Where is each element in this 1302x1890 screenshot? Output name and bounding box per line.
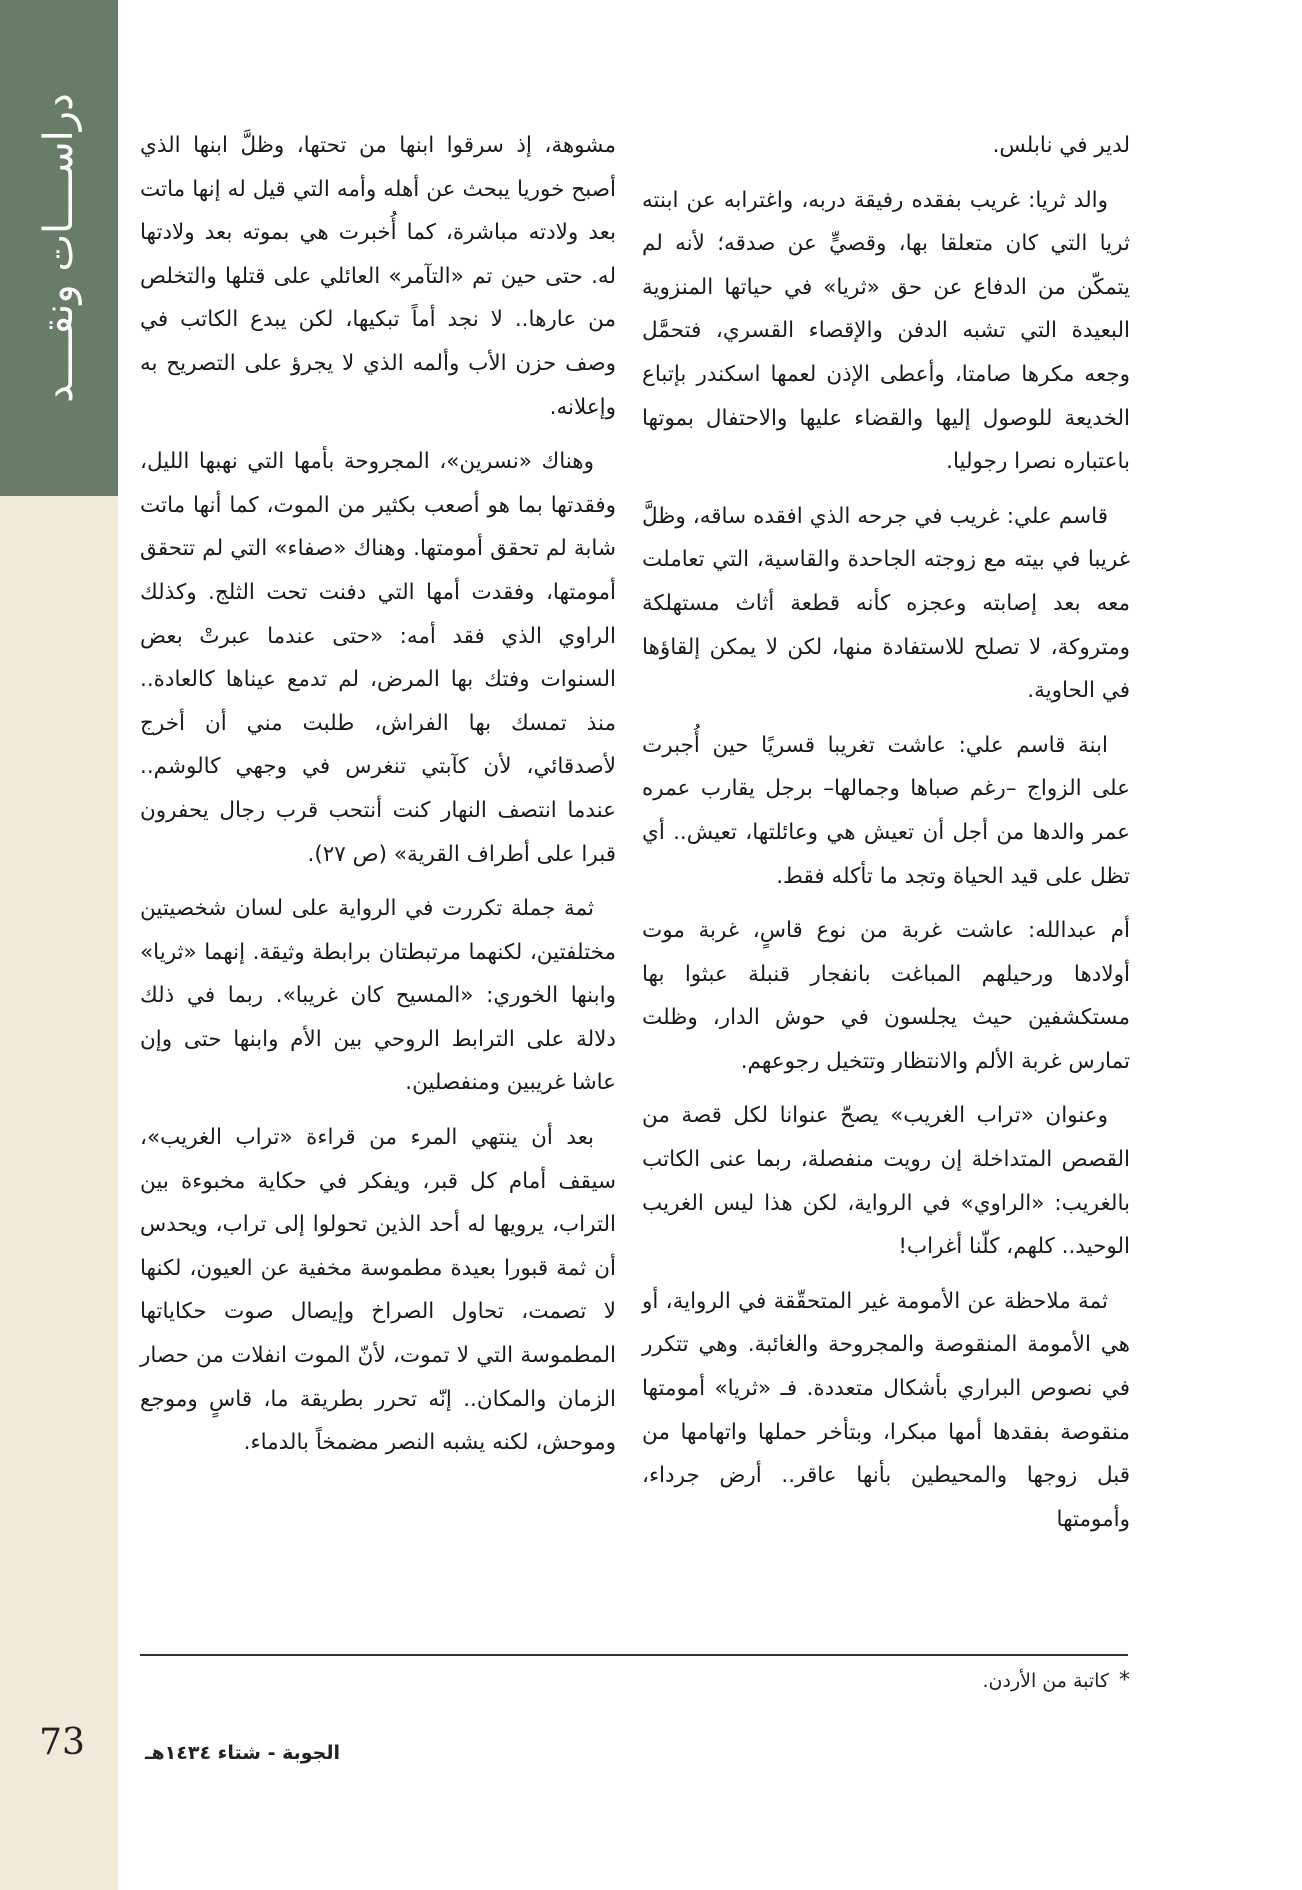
paragraph: أم عبدالله: عاشت غربة من نوع قاسٍ، غربة موت أولادها ورحيلهم المباغت بانفجار قنبلة عبثوا بها مستكشفين حيث يجلسون في حوش الدار، وظلت تمارس غربة الألم والانتظار وتتخيل رجوعهم. — [642, 918, 1130, 1074]
section-tab — [0, 0, 118, 496]
page-number: 73 — [39, 1722, 85, 1763]
paragraph: ابنة قاسم علي: عاشت تغريبا قسريًا حين أُجبرت على الزواج –رغم صباها وجمالها– برجل يقارب عمره عمر والدها من أجل أن تعيش هي وعائلتها، تعيش.. أي تظل على قيد الحياة وتجد ما تأكله فقط. — [642, 732, 1130, 889]
paragraph: ثمة ملاحظة عن الأمومة غير المتحقّقة في الرواية، أو هي الأمومة المنقوصة والمجروحة والغائبة. وهي تتكرر في نصوص البراري بأشكال متعددة. فـ «ثريا» أمومتها منقوصة بفقدها أمها مبكرا، وبتأخر حملها واتهامها من قبل زوجها والمحيطين بأنها عاقر.. أرض جرداء، وأمومتها — [642, 1288, 1130, 1532]
section-label: دراســــات ونقــــد — [36, 93, 82, 403]
paragraph: لدير في نابلس. — [992, 133, 1130, 158]
paragraph: مشوهة، إذ سرقوا ابنها من تحتها، وظلَّ ابنها الذي أصبح خوريا يبحث عن أهله وأمه التي قيل له إنها ماتت بعد ولادته مباشرة، كما أُخبرت هي بموته بعد ولادتها له. حتى حين تم «التآمر» العائلي على قتلها والتخلص من عارها.. لا نجد أماً تبكيها، لكن يبدع الكاتب في وصف حزن الأب وألمه الذي لا يجرؤ على التصريح به وإعلانه. — [140, 133, 616, 420]
paragraph: والد ثريا: غريب بفقده رفيقة دربه، واغترابه عن ابنته ثريا التي كان متعلقا بها، وقصيٍّ عن صدقه؛ لأنه لم يتمكّن من الدفاع عن حق «ثريا» في حياتها المنزوية البعيدة التي تشبه الدفن والإقصاء القسري، فتحمَّل وجعه مكرها صامتا، وأعطى الإذن لعمها اسكندر بإتباع الخديعة للوصول إليها والقضاء عليها والاحتفال بموتها باعتباره نصرا رجوليا. — [642, 187, 1130, 475]
footnote-divider — [140, 1654, 1128, 1656]
paragraph: وعنوان «تراب الغريب» يصحّ عنوانا لكل قصة من القصص المتداخلة إن رويت منفصلة، ربما عنى الكاتب بالغريب: «الراوي» في الرواية، لكن هذا ليس الغريب الوحيد.. كلهم، كلّنا أغراب! — [642, 1103, 1130, 1260]
paragraph: وهناك «نسرين»، المجروحة بأمها التي نهبها الليل، وفقدتها بما هو أصعب بكثير من الموت، كما أنها ماتت شابة لم تحقق أمومتها. وهناك «صفاء» التي لم تتحقق أمومتها، وفقدت أمها التي دفنت تحت الثلج. وكذلك الراوي الذي فقد أمه: «حتى عندما عبرتْ بعض السنوات وفتك بها المرض، لم تدمع عيناها كالعادة.. منذ تمسك بها الفراش، طلبت مني أن أخرج لأصدقائي، لأن كآبتي تنغرس في وجهي كالوشم.. عندما انتصف النهار كنت أنتحب قرب رجال يحفرون قبرا على أطراف القرية» (ص ٢٧). — [140, 449, 616, 867]
article-column-left — [140, 124, 616, 1476]
footnote — [600, 1668, 1130, 1693]
paragraph: بعد أن ينتهي المرء من قراءة «تراب الغريب»، سيقف أمام كل قبر، ويفكر في حكاية مخبوءة بين التراب، يرويها له أحد الذين تحولوا إلى تراب، ويحدس أن ثمة قبورا بعيدة مطموسة مخفية عن العيون، لكنها لا تصمت، تحاول الصراخ وإيصال صوت حكاياتها المطموسة التي لا تموت، لأنّ الموت انفلات من حصار الزمان والمكان.. إنّه تحرر بطريقة ما، قاسٍ وموجع وموحش، لكنه يشبه النصر مضمخاً بالدماء. — [140, 1125, 616, 1456]
journal-footer: الجوبة - شتاء ١٤٣٤هـ — [145, 1742, 340, 1764]
footnote-marker: * — [1119, 1668, 1130, 1693]
footnote-text: كاتبة من الأردن. — [982, 1670, 1109, 1692]
paragraph: ثمة جملة تكررت في الرواية على لسان شخصيتين مختلفتين، لكنهما مرتبطتان برابطة وثيقة. إنهما «ثريا» وابنها الخوري: «المسيح كان غريبا». ربما في ذلك دلالة على الترابط الروحي بين الأم وابنها حتى وإن عاشا غريبين ومنفصلين. — [140, 896, 616, 1096]
paragraph: قاسم علي: غريب في جرحه الذي افقده ساقه، وظلَّ غريبا في بيته مع زوجته الجاحدة والقاسية، التي تعاملت معه بعد إصابته وعجزه كأنه قطعة أثاث مستهلكة ومتروكة، لا تصلح للاستفادة منها، لكن لا يمكن إلقاؤها في الحاوية. — [642, 503, 1130, 704]
article-column-right — [642, 124, 1130, 1552]
